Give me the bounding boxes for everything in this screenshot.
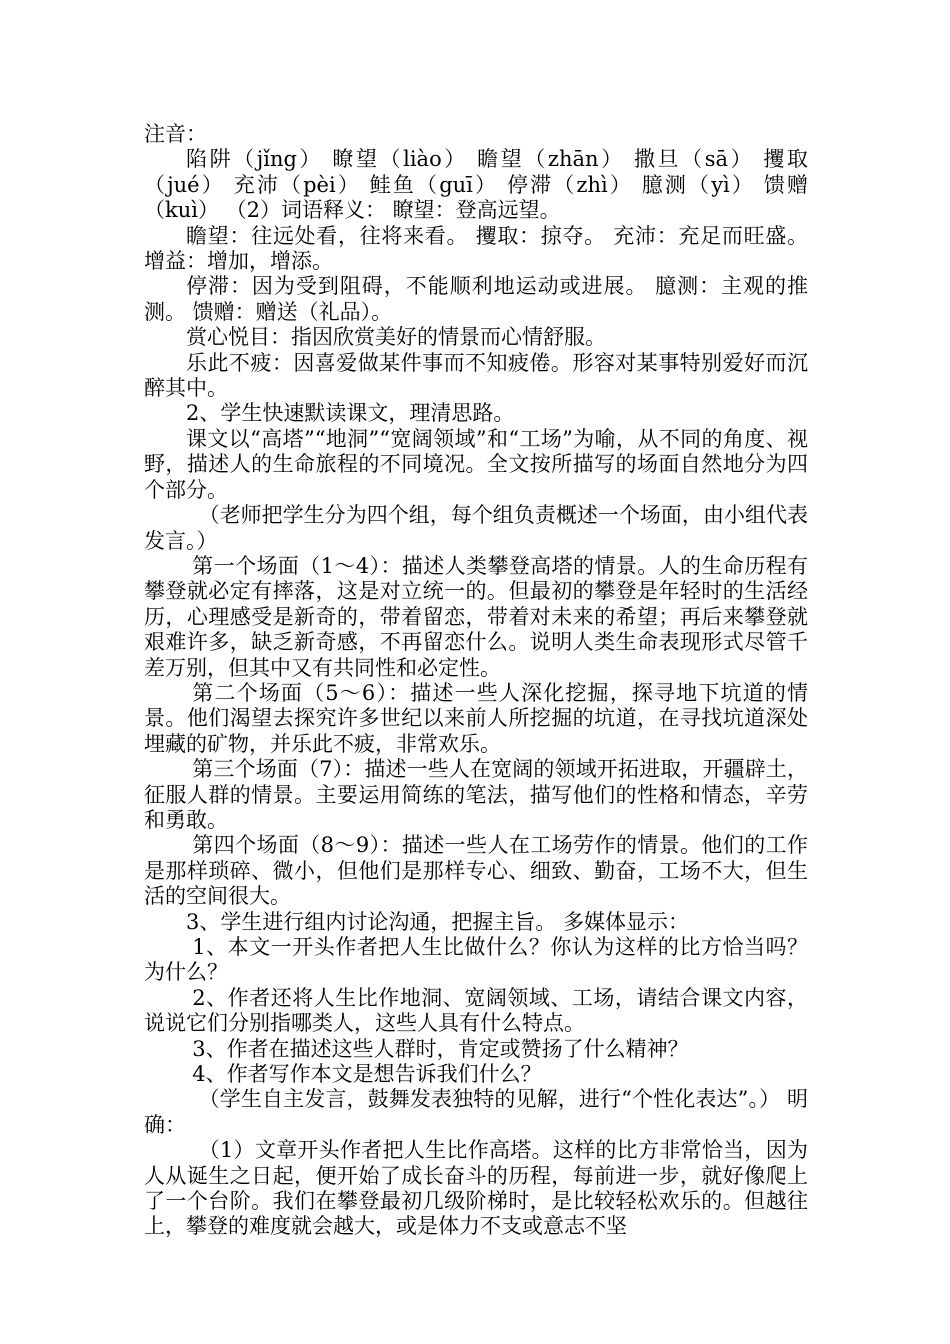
- paragraph-definitions-2: 停滞：因为受到阻碍，不能顺利地运动或进展。 臆测：主观的推测。 馈赠：赠送（礼品）。: [144, 274, 808, 324]
- paragraph-group-instruction: （老师把学生分为四个组，每个组负责概述一个场面，由小组代表发言。）: [144, 503, 808, 553]
- paragraph-step-2: 2、学生快速默读课文，理清思路。: [186, 401, 515, 426]
- paragraph-step-3: 3、学生进行组内讨论沟通，把握主旨。 多媒体显示：: [186, 909, 690, 934]
- paragraph-definition-shangxin: 赏心悦目：指因欣赏美好的情景而心情舒服。: [186, 325, 606, 350]
- paragraph-scene-3: 第三个场面（7）：描述一些人在宽阔的领域开拓进取，开疆辟土，征服人群的情景。主要运用简练的笔法，描写他们的性格和情态，辛劳和勇敢。: [144, 757, 808, 832]
- paragraph-overview: 课文以“高塔”“地洞”“宽阔领域”和“工场”为喻，从不同的角度、视野，描述人的生命旅程的不同境况。全文按所描写的场面自然地分为四个部分。: [144, 426, 808, 502]
- section-heading-phonetics: 注音：: [144, 122, 207, 146]
- paragraph-student-discussion: （学生自主发言，鼓舞发表独特的见解，进行“个性化表达”。） 明确：: [144, 1087, 808, 1137]
- paragraph-definitions-1: 瞻望：往远处看，往将来看。 攫取：掠夺。 充沛：充足而旺盛。 增益：增加，增添。: [144, 223, 808, 274]
- paragraph-question-4: 4、作者写作本文是想告诉我们什么？: [192, 1062, 542, 1087]
- paragraph-definition-lecibupi: 乐此不疲：因喜爱做某件事而不知疲倦。形容对某事特别爱好而沉醉其中。: [144, 350, 808, 401]
- paragraph-scene-4: 第四个场面（8～9）：描述一些人在工场劳作的情景。他们的工作是那样琐碎、微小，但他们是那样专心、细致、勤奋，工场不大，但生活的空间很大。: [144, 833, 808, 909]
- document-body: [144, 122, 808, 1240]
- paragraph-scene-2: 第二个场面（5～6）：描述一些人深化挖掘，探寻地下坑道的情景。他们渴望去探究许多世纪以来前人所挖掘的坑道，在寻找坑道深处埋藏的矿物，并乐此不疲，非常欢乐。: [144, 680, 808, 756]
- paragraph-phonetics-list: 陷阱（jǐng） 瞭望（liào） 瞻望（zhān） 撒旦（sā） 攫取（jué） 充沛（pèi） 鲑鱼（guī） 停滞（zhì） 臆测（yì） 馈赠（kuì） （2）词语释义： 瞭望：登高远望。: [144, 147, 808, 223]
- paragraph-answer-1: （1）文章开头作者把人生比作高塔。这样的比方非常恰当，因为人从诞生之日起，便开始了成长奋斗的历程，每前进一步，就好像爬上了一个台阶。我们在攀登最初几级阶梯时，是比较轻松欢乐的。但越往上，攀登的难度就会越大，或是体力不支或意志不坚: [144, 1138, 808, 1239]
- paragraph-question-2: 2、作者还将人生比作地洞、宽阔领域、工场，请结合课文内容，说说它们分别指哪类人，这些人具有什么特点。: [144, 985, 808, 1036]
- paragraph-question-3: 3、作者在描述这些人群时，肯定或赞扬了什么精神？: [192, 1036, 689, 1061]
- paragraph-question-1: 1、本文一开头作者把人生比做什么？你认为这样的比方恰当吗？为什么？: [144, 935, 808, 985]
- paragraph-scene-1: 第一个场面（1～4）：描述人类攀登高塔的情景。人的生命历程有攀登就必定有摔落，这是对立统一的。但最初的攀登是年轻时的生活经历，心理感受是新奇的，带着留恋，带着对未来的希望；再后来攀登就艰难许多，缺乏新奇感，不再留恋什么。说明人类生命表现形式尽管千差万别，但其中又有共同性和必定性。: [144, 553, 808, 680]
